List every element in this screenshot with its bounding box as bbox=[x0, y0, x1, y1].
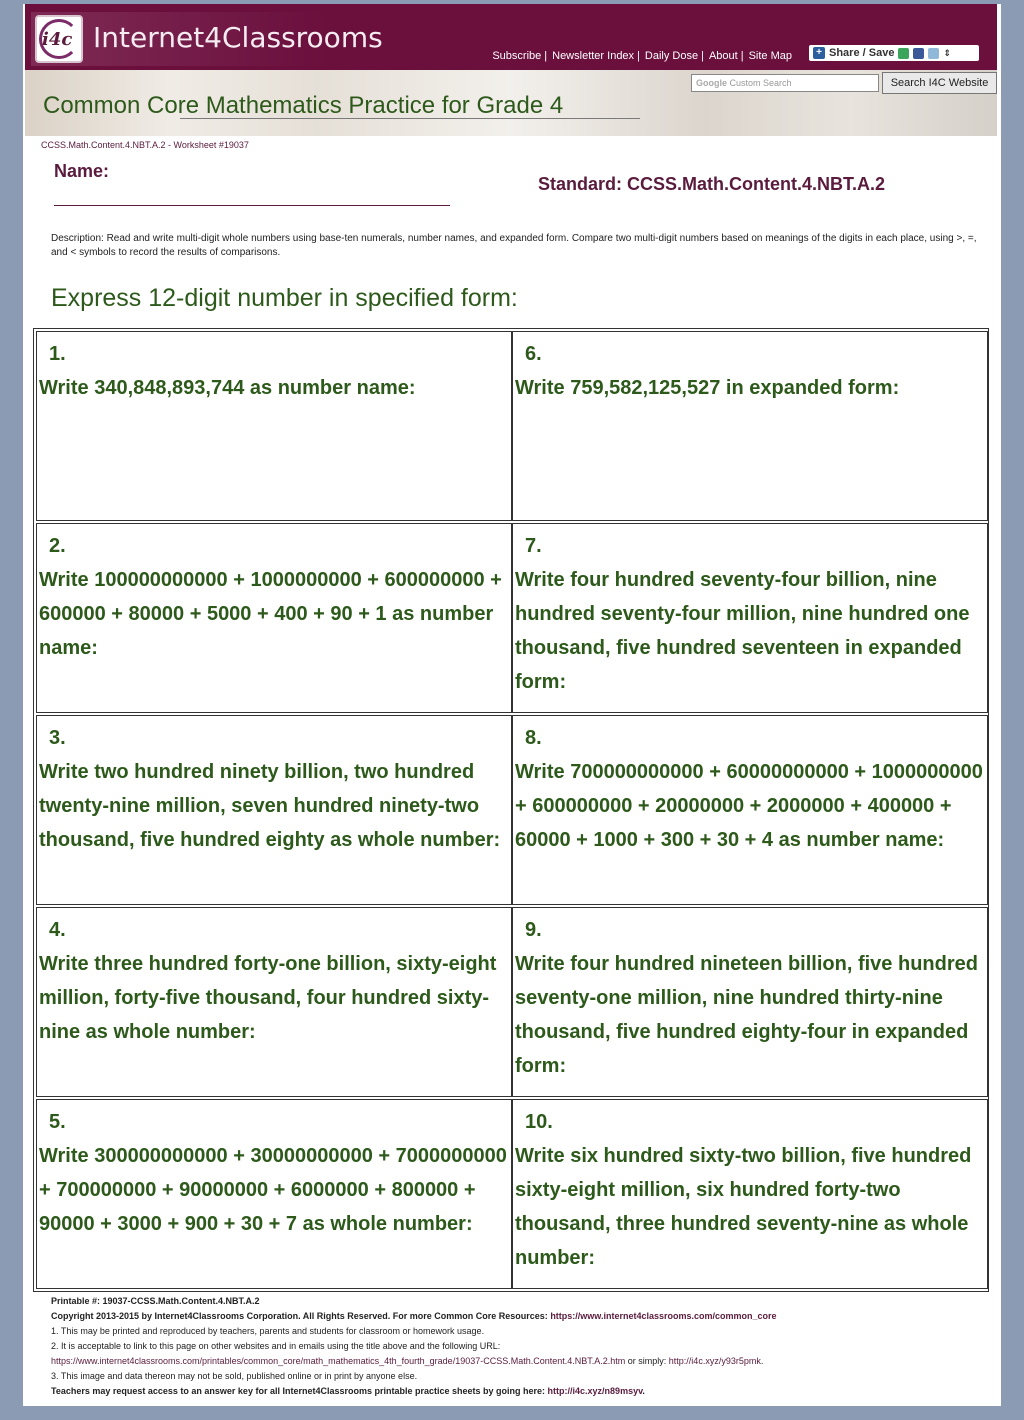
nav-subscribe[interactable]: Subscribe bbox=[492, 50, 542, 62]
chevron-updown-icon: ⇕ bbox=[943, 47, 951, 58]
question-grid bbox=[33, 328, 989, 1292]
share-plus-icon: + bbox=[813, 47, 825, 59]
question-text: Write six hundred sixty-two billion, five hundred sixty-eight million, six hundred forty-two thousand, three hundred seventy-nine as whole number: bbox=[515, 1145, 972, 1269]
question-cell bbox=[512, 523, 988, 713]
usage-note-1: 1. This may be printed and reproduced by teachers, parents and students for classroom or homework usage. bbox=[51, 1326, 485, 1336]
instruction: Express 12-digit number in specified form: bbox=[51, 284, 518, 312]
nav-about[interactable]: About bbox=[708, 50, 738, 62]
question-number: 2. bbox=[49, 535, 66, 557]
question-number: 5. bbox=[49, 1111, 66, 1133]
name-line bbox=[54, 205, 450, 206]
short-url-link[interactable]: http://i4c.xyz/y93r5pmk bbox=[668, 1356, 761, 1366]
question-number: 8. bbox=[525, 727, 542, 749]
twitter-icon bbox=[928, 48, 939, 59]
standard-label: Standard: CCSS.Math.Content.4.NBT.A.2 bbox=[538, 174, 886, 194]
share-refresh-icon bbox=[898, 48, 909, 59]
nav-daily-dose[interactable]: Daily Dose bbox=[644, 50, 699, 62]
share-save-button[interactable]: + Share / Save ⇕ bbox=[809, 45, 979, 61]
printable-number: Printable #: 19037-CCSS.Math.Content.4.NBT.A.2 bbox=[51, 1296, 260, 1306]
answer-key-note: Teachers may request access to an answer key for all Internet4Classrooms printable practice sheets by going here: http://i4c.xyz/n89msyv. bbox=[51, 1386, 645, 1396]
question-cell bbox=[512, 715, 988, 905]
common-core-link[interactable]: https://www.internet4classrooms.com/common_core bbox=[550, 1311, 777, 1321]
question-cell bbox=[36, 331, 512, 521]
question-text: Write four hundred seventy-four billion, nine hundred seventy-four million, nine hundred one thousand, five hundred seventeen in expanded form: bbox=[515, 569, 970, 693]
worksheet-url-line: https://www.internet4classrooms.com/printables/common_core/math_mathematics_4th_fourth_grade/19037-CCSS.Math.Content.4.NBT.A.2.htm or simply: http://i4c.xyz/y93r5pmk. bbox=[51, 1356, 764, 1366]
question-text: Write two hundred ninety billion, two hundred twenty-nine million, seven hundred ninety-two thousand, five hundred eighty as whole number: bbox=[39, 761, 501, 851]
copyright: Copyright 2013-2015 by Internet4Classrooms Corporation. All Rights Reserved. For more Common Core Resources: https://www.internet4classrooms.com/common_core bbox=[51, 1311, 777, 1321]
question-text: Write 340,848,893,744 as number name: bbox=[39, 377, 416, 399]
page-title: Common Core Mathematics Practice for Grade 4 bbox=[43, 92, 564, 119]
footer bbox=[51, 1294, 995, 1399]
question-text: Write 759,582,125,527 in expanded form: bbox=[515, 377, 900, 399]
question-text: Write three hundred forty-one billion, sixty-eight million, forty-five thousand, four hundred sixty-nine as whole number: bbox=[39, 953, 497, 1043]
facebook-icon bbox=[913, 48, 924, 59]
usage-note-3: 3. This image and data thereon may not be sold, published online or in print by anyone else. bbox=[51, 1371, 418, 1381]
question-text: Write four hundred nineteen billion, five hundred seventy-one million, nine hundred thirty-nine thousand, five hundred eighty-four in expanded form: bbox=[515, 953, 978, 1077]
site-name: Internet4Classrooms bbox=[93, 21, 383, 54]
worksheet-url-link[interactable]: https://www.internet4classrooms.com/printables/common_core/math_mathematics_4th_fourth_grade/19037-CCSS.Math.Content.4.NBT.A.2.htm bbox=[51, 1356, 626, 1366]
question-cell bbox=[512, 907, 988, 1097]
question-text: Write 700000000000 + 60000000000 + 1000000000 + 600000000 + 20000000 + 2000000 + 400000 + 60000 + 1000 + 300 + 30 + 4 as number name: bbox=[515, 761, 983, 851]
question-number: 1. bbox=[49, 343, 66, 365]
description: Description: Read and write multi-digit whole numbers using base-ten numerals, number names, and expanded form. Compare two multi-digit numbers based on meanings of the digits in each place, using >, =, and < symbols to record the results of comparisons. bbox=[51, 233, 977, 258]
question-number: 7. bbox=[525, 535, 542, 557]
question-number: 9. bbox=[525, 919, 542, 941]
question-cell bbox=[36, 715, 512, 905]
question-cell bbox=[36, 1099, 512, 1289]
question-cell bbox=[36, 907, 512, 1097]
answer-key-link[interactable]: http://i4c.xyz/n89msyv bbox=[547, 1386, 643, 1396]
breadcrumb: CCSS.Math.Content.4.NBT.A.2 - Worksheet #19037 bbox=[41, 140, 249, 150]
question-number: 10. bbox=[525, 1111, 553, 1133]
nav-site-map[interactable]: Site Map bbox=[748, 50, 792, 62]
page bbox=[23, 4, 1001, 1406]
top-nav: Subscribe | Newsletter Index | Daily Dose | About | Site Map bbox=[492, 50, 792, 62]
banner bbox=[25, 70, 997, 136]
i4c-logo-icon: i4c bbox=[35, 15, 83, 63]
question-cell bbox=[36, 523, 512, 713]
search-input[interactable]: Google Custom Search bbox=[691, 74, 879, 92]
site-logo[interactable] bbox=[31, 12, 383, 66]
usage-note-2: 2. It is acceptable to link to this page on other websites and in emails using the title above and the following URL: bbox=[51, 1341, 501, 1351]
question-number: 4. bbox=[49, 919, 66, 941]
name-label: Name: bbox=[54, 161, 110, 181]
question-number: 3. bbox=[49, 727, 66, 749]
nav-newsletter-index[interactable]: Newsletter Index bbox=[552, 50, 635, 62]
question-text: Write 100000000000 + 1000000000 + 600000000 + 600000 + 80000 + 5000 + 400 + 90 + 1 as number name: bbox=[39, 569, 502, 659]
top-bar bbox=[25, 4, 997, 70]
question-number: 6. bbox=[525, 343, 542, 365]
question-text: Write 300000000000 + 30000000000 + 7000000000 + 700000000 + 90000000 + 6000000 + 800000 + 90000 + 3000 + 900 + 30 + 7 as whole number: bbox=[39, 1145, 507, 1235]
question-cell bbox=[512, 1099, 988, 1289]
question-cell bbox=[512, 331, 988, 521]
search-button[interactable]: Search I4C Website bbox=[882, 72, 997, 94]
